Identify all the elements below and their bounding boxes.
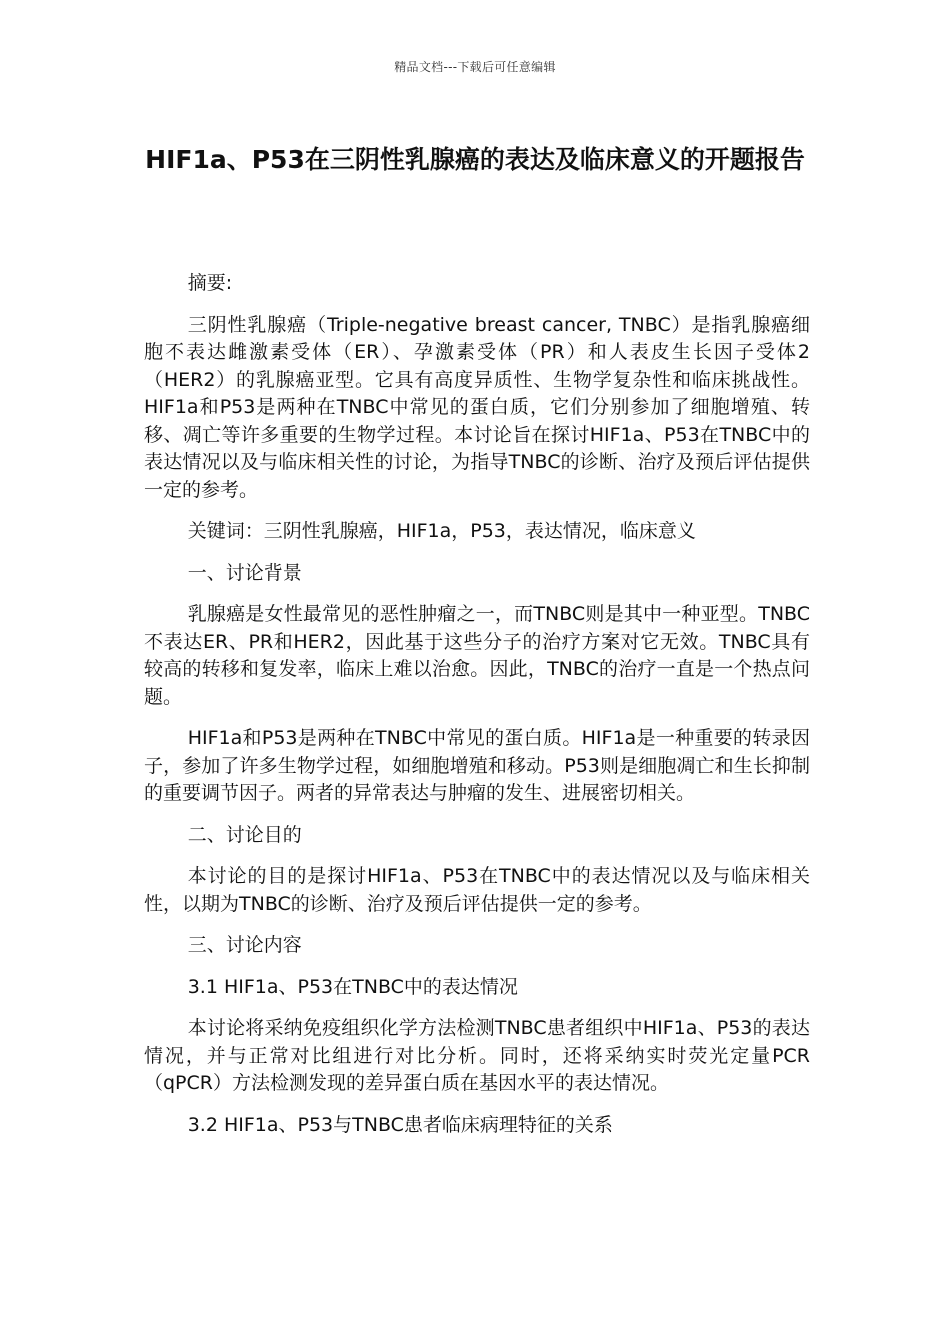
subsection-heading-3-1: 3.1 HIF1a、P53在TNBC中的表达情况 (187, 975, 518, 998)
section-heading-content: 三、讨论内容 (187, 934, 302, 956)
section-heading-purpose: 二、讨论目的 (187, 823, 302, 846)
abstract-paragraph: 三阴性乳腺癌（Triple-negative breast cancer, TNBC）是指乳腺癌细胞不表达雌激素受体（ER）、孕激素受体（PR）和人表皮生长因子受体2（HER2）的乳腺癌亚型。它具有高度异质性、生物学复杂性和临床挑战性。HIF1a和P53是两种在TNBC中常见的蛋白质，它们分别参加了细胞增殖、转移、凋亡等许多重要的生物学过程。本讨论旨在探讨HIF1a、P53在TNBC中的表达情况以及与临床相关性的讨论，为指导TNBC的诊断、治疗及预后评估提供一定的参考。 (144, 313, 810, 501)
subsection-3-1-paragraph: 本讨论将采纳免疫组织化学方法检测TNBC患者组织中HIF1a、P53的表达情况，并与正常对比组进行对比分析。同时，还将采纳实时荧光定量PCR（qPCR）方法检测发现的差异蛋白质在基因水平的表达情况。 (144, 1017, 810, 1094)
document-title: HIF1a、P53在三阴性乳腺癌的表达及临床意义的开题报告 (145, 145, 805, 174)
abstract-label: 摘要: (187, 272, 233, 294)
section-heading-background: 一、讨论背景 (187, 561, 302, 584)
document-body (144, 270, 810, 1153)
subsection-heading-3-2: 3.2 HIF1a、P53与TNBC患者临床病理特征的关系 (187, 1113, 613, 1136)
background-paragraph-1: 乳腺癌是女性最常见的恶性肿瘤之一，而TNBC则是其中一种亚型。TNBC不表达ER、PR和HER2，因此基于这些分子的治疗方案对它无效。TNBC具有较高的转移和复发率，临床上难以治愈。因此，TNBC的治疗一直是一个热点问题。 (144, 603, 810, 708)
header-note: 精品文档---下载后可任意编辑 (394, 60, 556, 74)
purpose-paragraph: 本讨论的目的是探讨HIF1a、P53在TNBC中的表达情况以及与临床相关性，以期为TNBC的诊断、治疗及预后评估提供一定的参考。 (144, 865, 810, 915)
keywords-line: 关键词：三阴性乳腺癌，HIF1a，P53，表达情况，临床意义 (187, 520, 696, 542)
background-paragraph-2: HIF1a和P53是两种在TNBC中常见的蛋白质。HIF1a是一种重要的转录因子，参加了许多生物学过程，如细胞增殖和移动。P53则是细胞凋亡和生长抑制的重要调节因子。两者的异常表达与肿瘤的发生、进展密切相关。 (144, 727, 810, 804)
